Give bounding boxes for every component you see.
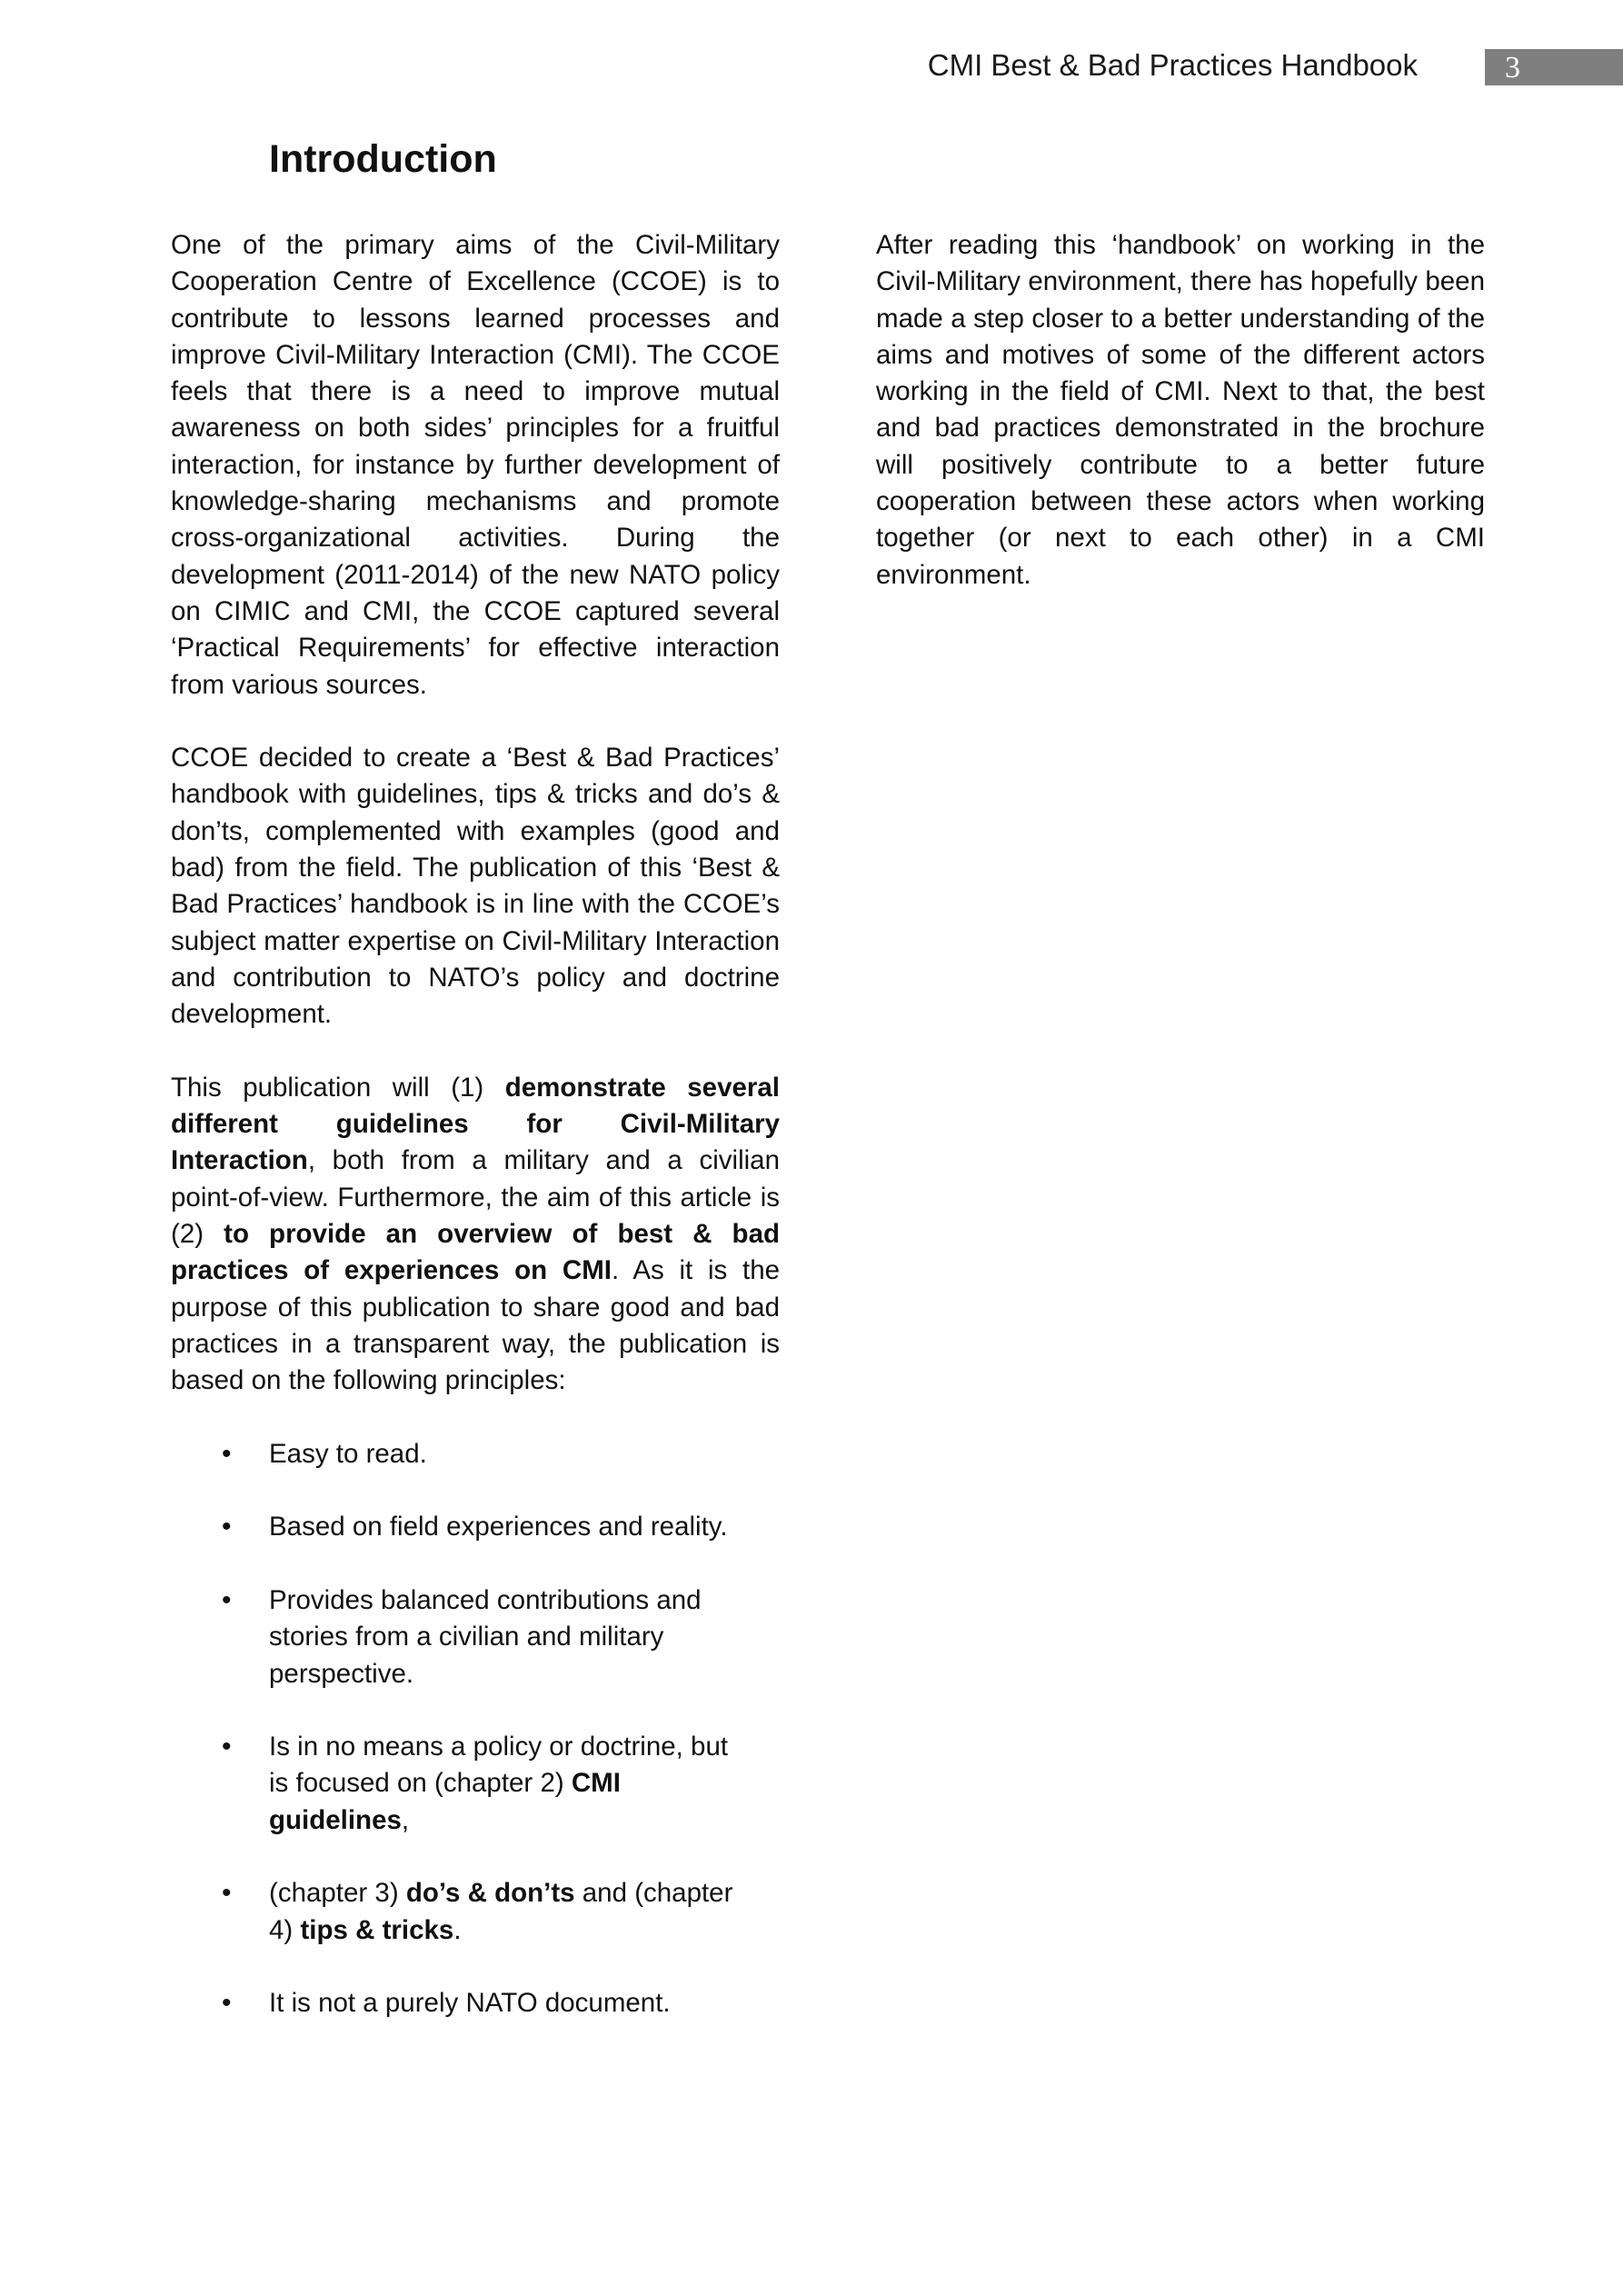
bullet-bold: tips & tricks [300, 1914, 454, 1945]
bullet-text: and (chapter 4) [269, 1878, 733, 1945]
bullet-icon: • [222, 1438, 232, 1469]
bullet-text: Based on field experiences and reality. [269, 1512, 728, 1542]
p3-text-1: This publication will (1) [171, 1072, 505, 1103]
bullet-bold: do’s & don’ts [405, 1878, 575, 1909]
bullet-bold: CMI guidelines [269, 1768, 621, 1835]
p3-bold-2: to provide an overview of best & bad practices of experiences on CMI [171, 1219, 781, 1286]
principles-list [171, 1436, 780, 2022]
bullet-text: It is not a purely NATO document. [269, 1988, 671, 2019]
p3-bold-1: demonstrate several different guidelines for Civil-Military Interaction [171, 1072, 780, 1176]
bullet-icon: • [222, 1584, 232, 1615]
list-item [171, 1436, 742, 1472]
bullet-icon: • [222, 1988, 232, 2019]
left-column [171, 227, 780, 2059]
bullet-text: (chapter 3) [269, 1878, 406, 1909]
p3-text-3: . As it is the purpose of this publication to share good and bad practices in a transparent way, the publication is based on the following principles: [171, 1255, 781, 1396]
bullet-icon: • [222, 1878, 232, 1909]
bullet-text: Provides balanced contributions and stories from a civilian and military perspective. [269, 1584, 702, 1689]
page-number-box [1485, 49, 1623, 85]
list-item [171, 1582, 742, 1692]
list-item [171, 1509, 742, 1545]
bullet-text: . [453, 1914, 462, 1945]
bullet-text: Is in no means a policy or doctrine, but is focused on (chapter 2) [269, 1732, 729, 1799]
list-item [171, 1729, 742, 1839]
intro-paragraph-3 [171, 1070, 780, 1400]
right-column [876, 227, 1485, 630]
section-heading: Introduction [269, 137, 497, 181]
intro-paragraph-2: CCOE decided to create a ‘Best & Bad Practices’ handbook with guidelines, tips & tricks and do’s & don’ts, complemented with examples (good and bad) from the field. The publication of this ‘Best & Bad Practices’ handbook is in line with the CCOE’s subject matter expertise on Civil-Military Interaction and contribution to NATO’s policy and doctrine development. [171, 743, 780, 1030]
closing-paragraph: After reading this ‘handbook’ on working in the Civil-Military environment, there has hopefully been made a step closer to a better understanding of the aims and motives of some of the different actors working in the field of CMI. Next to that, the best and bad practices demonstrated in the brochure will positively contribute to a better future cooperation between these actors when working together (or next to each other) in a CMI environment. [876, 230, 1485, 590]
bullet-text: , [401, 1804, 410, 1835]
bullet-text: Easy to read. [269, 1438, 427, 1469]
p3-text-2: , both from a military and a civilian point-of-view. Furthermore, the aim of this article is (2) [171, 1145, 780, 1250]
page-number: 3 [1505, 51, 1520, 85]
list-item [171, 1985, 742, 2021]
list-item [171, 1875, 742, 1949]
bullet-icon: • [222, 1732, 232, 1762]
intro-paragraph-1: One of the primary aims of the Civil-Military Cooperation Centre of Excellence (CCOE) is to contribute to lessons learned processes and improve Civil-Military Interaction (CMI). The CCOE feels that there is a need to improve mutual awareness on both sides’ principles for a fruitful interaction, for instance by further development of knowledge-sharing mechanisms and promote cross-organizational activities. During the development (2011-2014) of the new NATO policy on CIMIC and CMI, the CCOE captured several ‘Practical Requirements’ for effective interaction from various sources. [171, 230, 780, 700]
bullet-icon: • [222, 1512, 232, 1542]
running-header-title: CMI Best & Bad Practices Handbook [927, 48, 1418, 82]
